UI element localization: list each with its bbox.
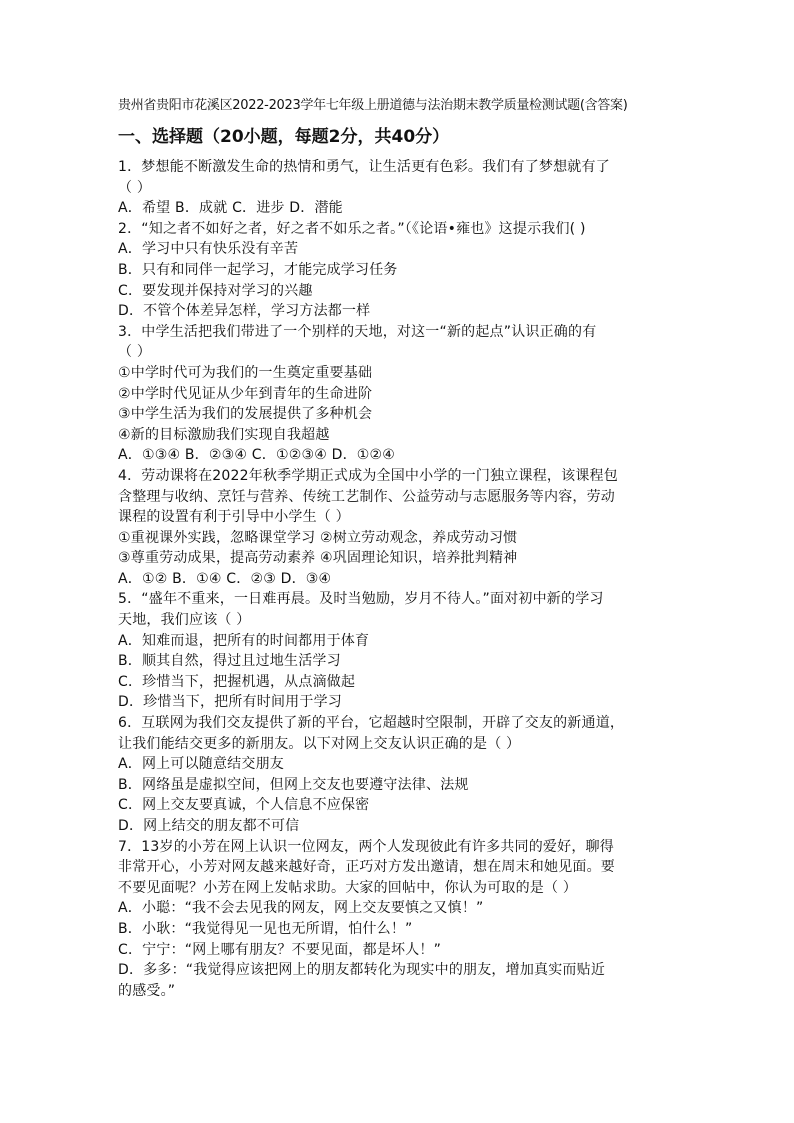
question-3 bbox=[118, 322, 684, 466]
question-stem-line: 含整理与收纳、烹饪与营养、传统工艺制作、公益劳动与志愿服务等内容，劳动 bbox=[118, 488, 615, 505]
question-stem-line: 天地，我们应该（ ） bbox=[118, 612, 251, 629]
question-stem-line: 7．13岁的小芳在网上认识一位网友，两个人发现彼此有许多共同的爱好，聊得 bbox=[118, 838, 614, 855]
section-heading: 一、选择题（20小题，每题2分，共40分） bbox=[118, 127, 450, 147]
statement-item: ②中学时代见证从少年到青年的生命进阶 bbox=[118, 385, 373, 402]
answer-option: C．网上交友要真诚，个人信息不应保密 bbox=[118, 797, 370, 814]
question-6 bbox=[118, 713, 684, 837]
answer-option: A．知难而退，把所有的时间都用于体育 bbox=[118, 632, 370, 649]
document-title: 贵州省贵阳市花溪区2022-2023学年七年级上册道德与法治期末教学质量检测试题(含答案) bbox=[118, 98, 628, 113]
answer-option: C．宁宁：“网上哪有朋友？不要见面，都是坏人！” bbox=[118, 941, 442, 958]
question-stem-line: 让我们能结交更多的新朋友。以下对网上交友认识正确的是（ ） bbox=[118, 735, 521, 752]
answer-option: 的感受。” bbox=[118, 982, 176, 999]
question-stem-line: 非常开心，小芳对网友越来越好奇，正巧对方发出邀请，想在周末和她见面。要 bbox=[118, 859, 615, 876]
statement-item: ③中学生活为我们的发展提供了多种机会 bbox=[118, 406, 373, 423]
question-1 bbox=[118, 157, 684, 219]
question-4 bbox=[118, 466, 684, 590]
question-5 bbox=[118, 589, 684, 713]
question-stem-line: 6．互联网为我们交友提供了新的平台，它超越时空限制，开辟了交友的新通道， bbox=[118, 715, 625, 732]
answer-option: D．珍惜当下，把所有时间用于学习 bbox=[118, 694, 342, 711]
question-stem-line: 4．劳动课将在2022年秋季学期正式成为全国中小学的一门独立课程，该课程包 bbox=[118, 467, 618, 484]
question-7 bbox=[118, 837, 684, 1002]
answer-options: A．①② B．①④ C．②③ D．③④ bbox=[118, 570, 332, 587]
question-2 bbox=[118, 219, 684, 322]
answer-option: A．学习中只有快乐没有辛苦 bbox=[118, 241, 299, 258]
answer-option: A．小聪：“我不会去见我的网友，网上交友要慎之又慎！” bbox=[118, 900, 484, 917]
answer-option: D．网上结交的朋友都不可信 bbox=[118, 818, 300, 834]
answer-option: C．要发现并保持对学习的兴趣 bbox=[118, 282, 313, 299]
statement-item: ③尊重劳动成果，提高劳动素养 ④巩固理论知识，培养批判精神 bbox=[118, 550, 518, 567]
answer-option: B．网络虽是虚拟空间，但网上交友也要遵守法律、法规 bbox=[118, 776, 469, 793]
question-stem-line: 5．“盛年不重来，一日难再晨。及时当勉励，岁月不待人。”面对初中新的学习 bbox=[118, 591, 604, 608]
answer-option: D．不管个体差异怎样，学习方法都一样 bbox=[118, 303, 371, 320]
statement-item: ①重视课外实践，忽略课堂学习 ②树立劳动观念，养成劳动习惯 bbox=[118, 529, 518, 546]
answer-option: B．顺其自然，得过且过地生活学习 bbox=[118, 653, 341, 670]
statement-item: ①中学时代可为我们的一生奠定重要基础 bbox=[118, 364, 373, 381]
answer-option: A．网上可以随意结交朋友 bbox=[118, 756, 284, 773]
question-stem-line: （ ） bbox=[118, 344, 152, 361]
answer-option: B．只有和同伴一起学习，才能完成学习任务 bbox=[118, 261, 398, 278]
question-stem-line: 课程的设置有利于引导中小学生（ ） bbox=[118, 509, 350, 526]
question-stem-line: 不要见面呢？小芳在网上发帖求助。大家的回帖中，你认为可取的是（ ） bbox=[118, 879, 578, 896]
answer-option: B．小耿：“我觉得见一见也无所谓，怕什么！” bbox=[118, 920, 413, 937]
question-stem-line: （ ） bbox=[118, 179, 152, 196]
question-stem-line: 2．“知之者不如好之者，好之者不如乐之者。”（《论语•雍也》这提示我们( ) bbox=[118, 220, 586, 237]
question-stem-line: 3．中学生活把我们带进了一个别样的天地，对这一“新的起点”认识正确的有 bbox=[118, 323, 597, 340]
question-list bbox=[118, 157, 684, 1001]
answer-option: C．珍惜当下，把握机遇，从点滴做起 bbox=[118, 673, 356, 690]
statement-item: ④新的目标激励我们实现自我超越 bbox=[118, 426, 330, 443]
answer-options: A．希望 B．成就 C．进步 D．潜能 bbox=[118, 200, 343, 217]
answer-option: D．多多：“我觉得应该把网上的朋友都转化为现实中的朋友，增加真实而贴近 bbox=[118, 962, 606, 979]
answer-options: A．①③④ B．②③④ C．①②③④ D．①②④ bbox=[118, 447, 396, 464]
question-stem-line: 1．梦想能不断激发生命的热情和勇气，让生活更有色彩。我们有了梦想就有了 bbox=[118, 159, 610, 175]
